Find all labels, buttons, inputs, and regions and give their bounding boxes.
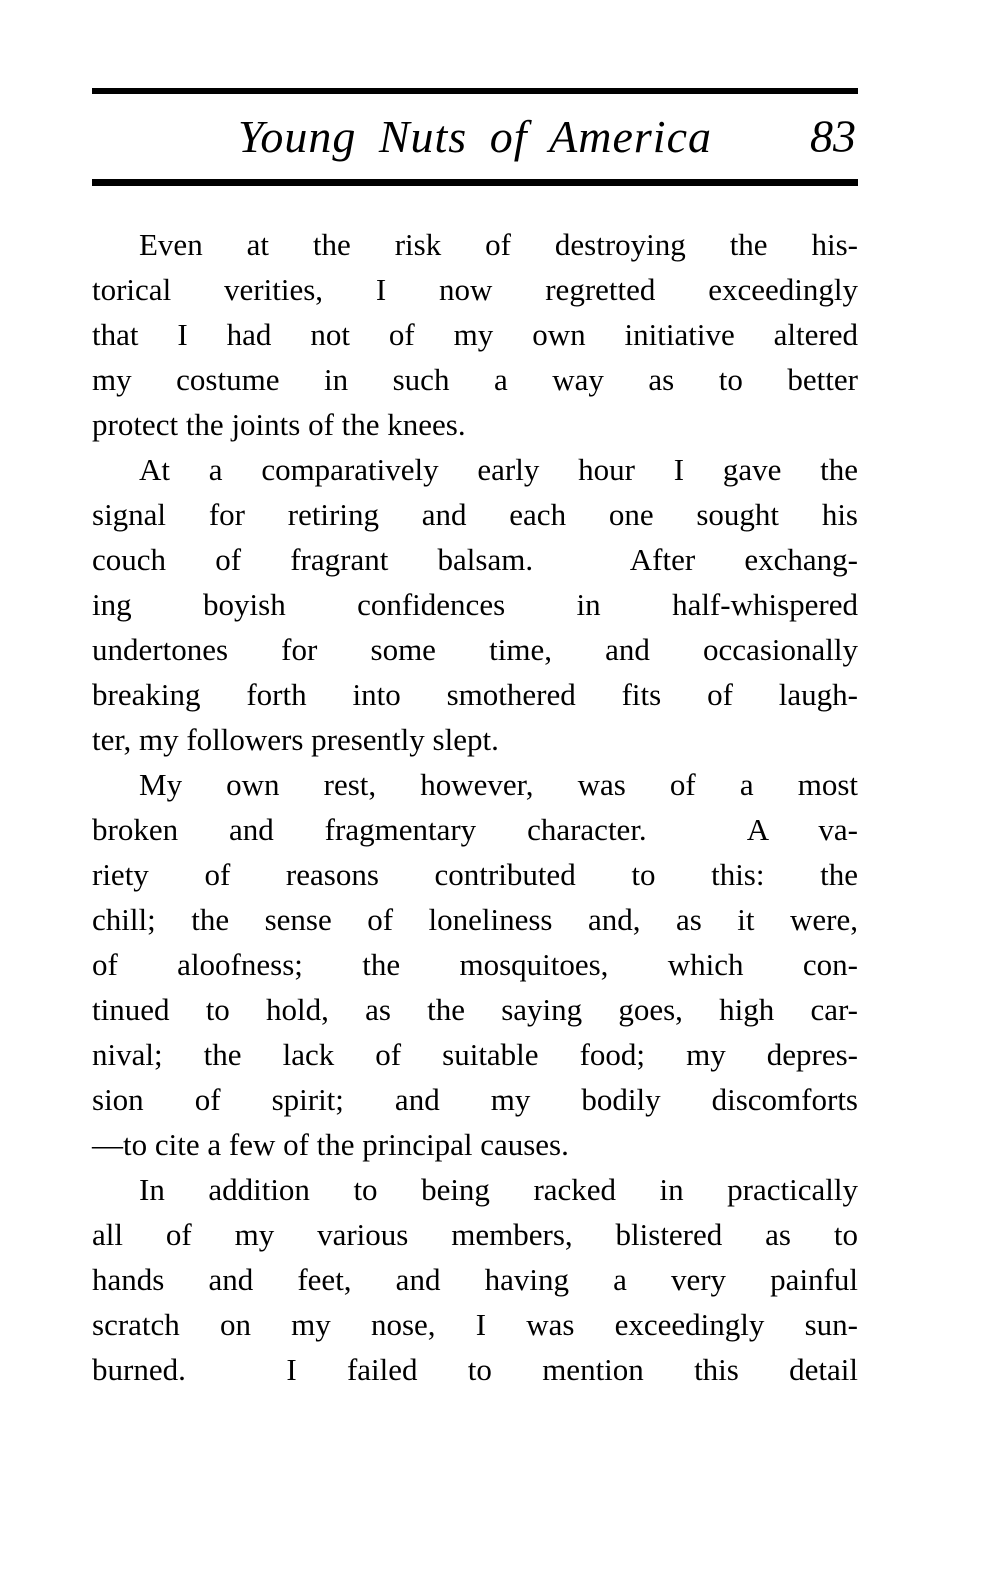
text-line: all of my various members, blistered as to (92, 1217, 858, 1252)
text-line: my costume in such a way as to better (92, 362, 858, 397)
page-body (92, 222, 858, 1392)
text-line: hands and feet, and having a very painful (92, 1262, 858, 1297)
text-line: signal for retiring and each one sought his (92, 497, 858, 532)
text-line: nival; the lack of suitable food; my depres- (92, 1037, 858, 1072)
page-header-title: Young Nuts of America (237, 111, 712, 162)
text-line: —to cite a few of the principal causes. (92, 1127, 569, 1162)
paragraph (92, 1167, 858, 1392)
text-line: broken and fragmentary character. A va- (92, 812, 858, 847)
header-rule-bottom (92, 179, 858, 186)
text-line: protect the joints of the knees. (92, 407, 466, 442)
paragraph (92, 762, 858, 1167)
page-number: 83 (810, 109, 856, 161)
text-line: At a comparatively early hour I gave the (139, 452, 858, 487)
text-line: burned. I failed to mention this detail (92, 1352, 858, 1387)
paragraph (92, 447, 858, 762)
text-line: My own rest, however, was of a most (139, 767, 858, 802)
text-line: chill; the sense of loneliness and, as it were, (92, 902, 858, 937)
header-line (92, 94, 858, 179)
text-line: that I had not of my own initiative altered (92, 317, 858, 352)
text-line: scratch on my nose, I was exceedingly sun- (92, 1307, 858, 1342)
text-line: undertones for some time, and occasionally (92, 632, 858, 667)
text-line: Even at the risk of destroying the his- (139, 227, 858, 262)
text-line: breaking forth into smothered fits of laugh- (92, 677, 858, 712)
text-line: In addition to being racked in practically (139, 1172, 858, 1207)
text-line: riety of reasons contributed to this: the (92, 857, 858, 892)
paragraph (92, 222, 858, 447)
text-line: ter, my followers presently slept. (92, 722, 499, 757)
text-line: couch of fragrant balsam. After exchang- (92, 542, 858, 577)
text-line: torical verities, I now regretted exceedingly (92, 272, 858, 307)
text-line: of aloofness; the mosquitoes, which con- (92, 947, 858, 982)
text-line: tinued to hold, as the saying goes, high car- (92, 992, 858, 1027)
running-head (92, 88, 858, 186)
text-line: sion of spirit; and my bodily discomforts (92, 1082, 858, 1117)
text-line: ing boyish confidences in half-whispered (92, 587, 858, 622)
